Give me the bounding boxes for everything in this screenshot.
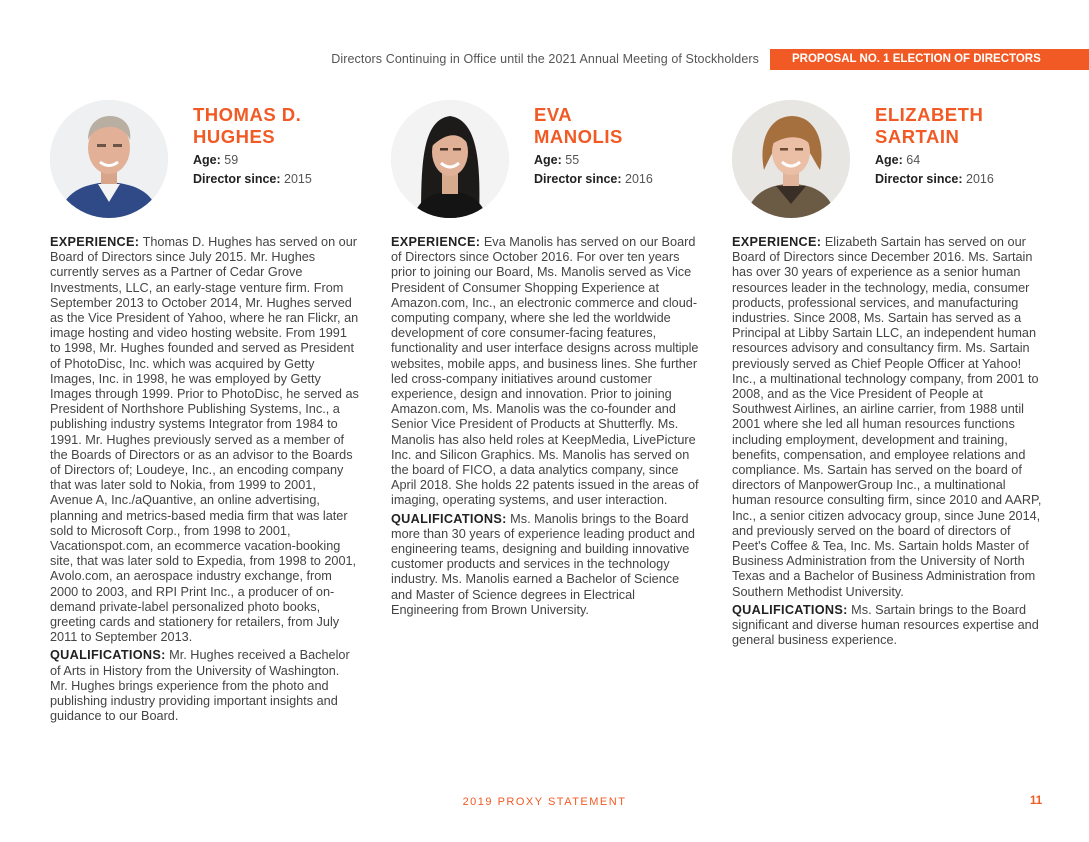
qualifications-text: Ms. Manolis brings to the Board more than 30 years of experience leading product and engineering teams, designing and building innovative customer products and services in the technology industry. Ms. Manolis earned a Bachelor of Science and Master of Science degrees in Electrical Engineering from Brown University. (391, 511, 695, 617)
director-header (875, 104, 1045, 188)
age-row (875, 151, 1045, 169)
qualifications-text: Ms. Sartain brings to the Board significant and diverse human resources expertise and general business experience. (732, 602, 1039, 648)
age-value: 64 (906, 153, 921, 167)
experience-text: Eva Manolis has served on our Board of Directors since October 2016. For over ten years prior to joining our Board, Ms. Manolis served as Vice President of Consumer Shopping Experience at Amazon.com, Inc., an electronic commerce and cloud-computing company, where she led the worldwide development of core consumer-facing features, functionality and user interface designs across multiple websites, mobile apps, and business lines. She further led cross-company initiatives around customer experience, design and innovation. Prior to joining Amazon.com, Ms. Manolis was the co-founder and Senior Vice President of Products at Shutterfly. Ms. Manolis has also held roles at KeepMedia, LivePicture Inc. and Silicon Graphics. Ms. Manolis has served on the board of FICO, a data analytics company, since April 2018. She holds 22 patents issued in the areas of imaging, operating systems, and user interaction. (391, 235, 699, 508)
director-name-line2: SARTAIN (875, 126, 960, 147)
age-label: Age: (875, 153, 903, 167)
experience-paragraph (391, 235, 701, 509)
page-number: 11 (1030, 795, 1043, 807)
proposal-badge: PROPOSAL NO. 1 ELECTION OF DIRECTORS (770, 49, 1089, 70)
age-value: 55 (565, 153, 580, 167)
qualifications-label: QUALIFICATIONS: (391, 511, 507, 526)
portrait-image (391, 100, 509, 218)
qualifications-label: QUALIFICATIONS: (50, 648, 166, 663)
qualifications-paragraph (50, 648, 360, 724)
director-since-value: 2015 (284, 172, 312, 186)
director-name-line2: MANOLIS (534, 126, 623, 147)
director-bio (391, 235, 701, 621)
experience-label: EXPERIENCE: (732, 235, 822, 249)
director-since-row (193, 170, 363, 188)
director-since-label: Director since: (193, 172, 281, 186)
qualifications-text: Mr. Hughes received a Bachelor of Arts in History from the University of Washington. Mr. Hughes brings experience from the photo and publishing industry providing important insights and guidance to our Board. (50, 648, 350, 724)
age-label: Age: (534, 153, 562, 167)
age-value: 59 (224, 153, 239, 167)
director-name-line1: THOMAS D. (193, 104, 302, 125)
director-since-label: Director since: (875, 172, 963, 186)
portrait-image (732, 100, 850, 218)
director-bio (50, 235, 360, 728)
experience-label: EXPERIENCE: (391, 235, 481, 249)
experience-text: Thomas D. Hughes has served on our Board of Directors since July 2015. Mr. Hughes currently serves as a Partner of Cedar Grove Investments, LLC, an early-stage venture firm. From September 2013 to October 2014, Mr. Hughes served as the Vice President of Yahoo, where he ran Flickr, an image hosting and video hosting website. From 1991 to 1998, Mr. Hughes founded and served as President of PhotoDisc, Inc. which was acquired by Getty Images, Inc. in 1998, he was employed by Getty Images through 1999. Prior to PhotoDisc, he served as President of Northshore Publishing Systems, Inc., a publishing industry systems Integrator from 1984 to 1991. Mr. Hughes previously served as a member of the Boards of Directors or as an advisor to the Boards of Directors of; Loudeye, Inc., an encoding company that was later sold to Nokia, from 1999 to 2001, Avenue A, Inc./aQuantive, an online advertising, planning and metrics-based media firm that was later sold to Microsoft Corp., from 1998 to 2001, Vacationspot.com, an ecommerce vacation-booking site, that was later sold to Expedia, from 1998 to 2001, Avolo.com, an aerospace industry exchange, from 2000 to 2003, and RPI Print Inc., a producer of on-demand private-label personalized photo books, greeting cards and stationery for retailers, from July 2011 to September 2013. (50, 235, 359, 645)
director-since-value: 2016 (625, 172, 653, 186)
qualifications-paragraph (391, 512, 701, 618)
experience-paragraph (50, 235, 360, 645)
director-header (534, 104, 704, 188)
experience-label: EXPERIENCE: (50, 235, 140, 249)
experience-text: Elizabeth Sartain has served on our Board of Directors since December 2016. Ms. Sartain has over 30 years of experience as a senior human resources leader in the technology, media, consumer products, professional services, and manufacturing industries. Since 2008, Ms. Sartain has served as a Principal at Libby Sartain LLC, an independent human resources advisory and consultancy firm. Ms. Sartain previously served as Chief People Officer at Yahoo! Inc., a multinational technology company, from 2001 to 2008, and as the Vice President of People at Southwest Airlines, an airline carrier, from 1988 until 2001 where she led all human resources functions including employment, development and training, benefits, compensation, and employee relations and compliance. Ms. Sartain has served on the board of directors of ManpowerGroup Inc., a multinational human resource consulting firm, since 2010 and AARP, Inc., a senior citizen advocacy group, since June 2014, and previously served on the board of directors of Peet's Coffee & Tea, Inc. Ms. Sartain holds Master of Business Administration from the University of North Texas and a Bachelor of Business Administration from Southern Methodist University. (732, 235, 1042, 599)
director-header (193, 104, 363, 188)
director-photo (391, 100, 509, 218)
footer-document-title: 2019 PROXY STATEMENT (462, 796, 627, 808)
section-title: Directors Continuing in Office until the 2021 Annual Meeting of Stockholders (331, 52, 759, 66)
director-since-value: 2016 (966, 172, 994, 186)
age-label: Age: (193, 153, 221, 167)
director-name-line1: EVA (534, 104, 573, 125)
portrait-image (50, 100, 168, 218)
director-since-row (875, 170, 1045, 188)
age-row (193, 151, 363, 169)
director-photo (50, 100, 168, 218)
director-name-line1: ELIZABETH (875, 104, 984, 125)
qualifications-paragraph (732, 603, 1042, 649)
experience-paragraph (732, 235, 1042, 600)
qualifications-label: QUALIFICATIONS: (732, 602, 848, 617)
director-bio (732, 235, 1042, 651)
director-since-label: Director since: (534, 172, 622, 186)
director-photo (732, 100, 850, 218)
director-name-line2: HUGHES (193, 126, 276, 147)
age-row (534, 151, 704, 169)
director-since-row (534, 170, 704, 188)
